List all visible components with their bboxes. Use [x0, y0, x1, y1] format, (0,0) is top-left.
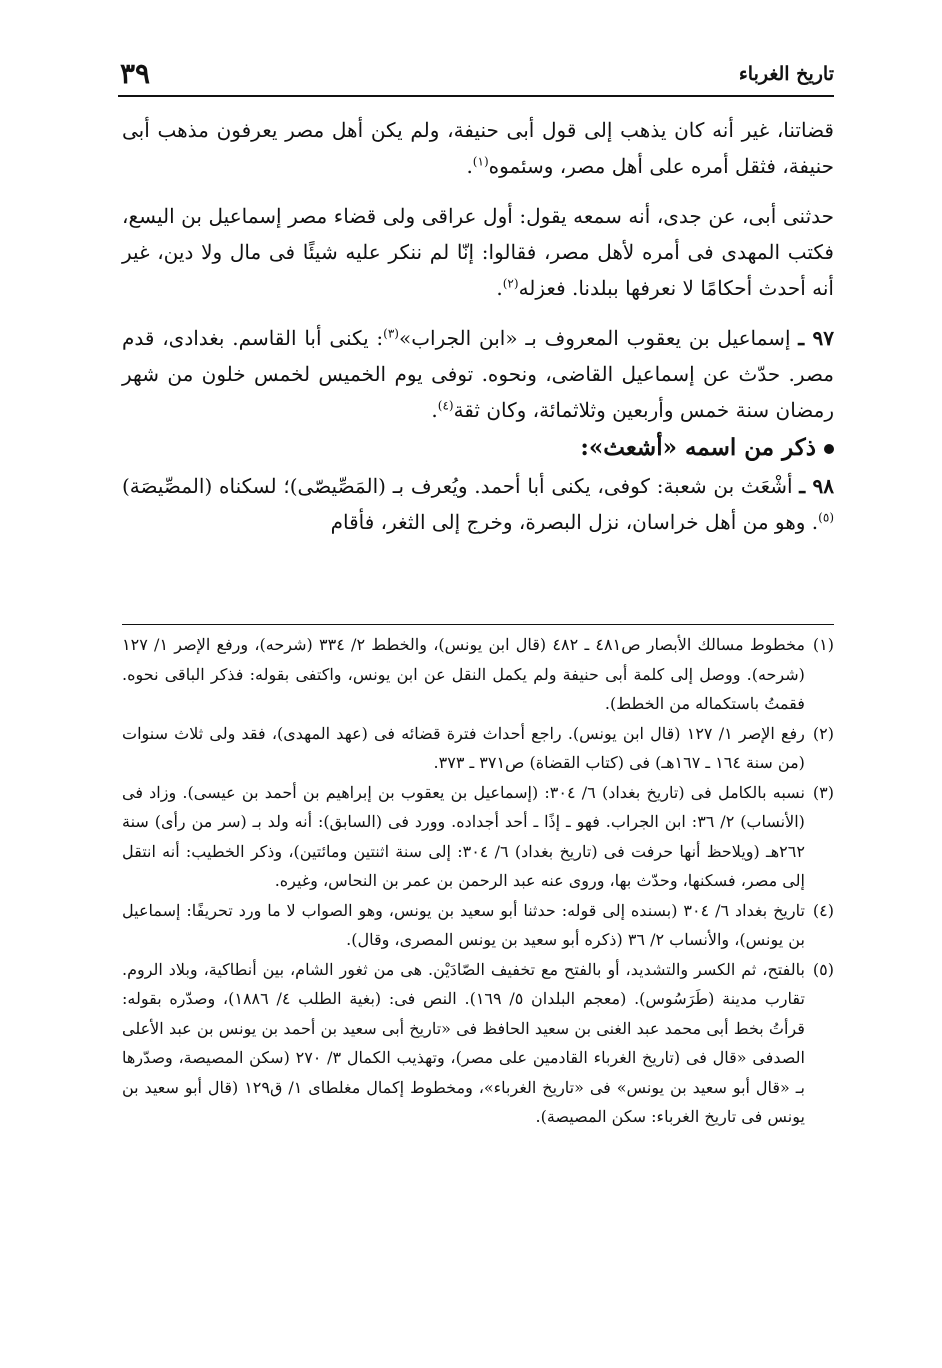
running-title: تاريخ الغرباء — [738, 63, 834, 85]
entry-number-97: ٩٧ ـ — [798, 326, 835, 350]
entry-number-98: ٩٨ ـ — [799, 474, 835, 498]
footnote-text: رفع الإصر ١/ ١٢٧ (قال ابن يونس). راجع أحداث فترة قضائه فى (عهد المهدى)، فقد ولى ثلاث سنوات (من سنة ١٦٤ ـ ١٦٧هـ) فى (كتاب القضاة) ص٣٧١ ـ ٣٧٣. — [122, 723, 805, 772]
footnote-number: (٤) — [812, 900, 834, 920]
footnote-ref-2: (٢) — [502, 276, 519, 291]
footnote-number: (٢) — [812, 723, 834, 743]
footnote-5 — [122, 955, 834, 1132]
paragraph-1: قضاتنا، غير أنه كان يذهب إلى قول أبى حنيفة، ولم يكن أهل مصر يعرفون مذهب أبى حنيفة، فثقل أمره على أهل مصر، وسئموه$^{(١)}$. — [122, 118, 834, 178]
footnote-text: مخطوط مسالك الأبصار ص٤٨١ ـ ٤٨٢ (قال ابن يونس)، والخطط ٢/ ٣٣٤ (شرحه)، ورفع الإصر ١/ ١٢٧ (شرحه). ووصل إلى كلمة أبى حنيفة ولم يكمل النقل عن ابن يونس، واكتفى بقوله: فذكر الباقى نحوه. فقمتُ باستكماله من الخطط). — [122, 635, 805, 713]
footnote-text: بالفتح، ثم الكسر والتشديد، أو بالفتح مع تخفيف الصّادَيْن. هى من ثغور الشام، بين أنطاكية، وبلاد الروم. تقارب مدينة (طَرَسُوس). (معجم البلدان ٥/ ١٦٩). النص فى: (بغية الطلب ٤/ ١٨٨٦)، وصدّره بقوله: قرأتُ بخط أبى محمد عبد الغنى بن سعيد الحافظ فى «تاريخ أبى سعيد بن أحمد بن يونس بن عبد الأعلى الصدفى «قال فى (تاريخ الغرباء القادمين على مصر)، وتهذيب الكمال ٣/ ٢٧٠ (سكن المصيصة، وصدّرها بـ «قال أبو سعيد بن يونس» فى «تاريخ الغرباء»، ومخطوط إكمال مغلطاى ١/ ق١٢٩ (قال أبو سعيد بن يونس فى تاريخ الغرباء: سكن المصيصة). — [122, 959, 805, 1126]
footnote-number: (٣) — [812, 782, 834, 802]
footnote-divider — [122, 624, 834, 625]
footnote-number: (٥) — [812, 959, 834, 979]
footnote-1 — [122, 630, 834, 719]
entry-97: ٩٧ ـ إسماعيل بن يعقوب المعروف بـ «ابن الجراب»$^{(٣)}$: يكنى أبا القاسم. بغدادى، قدم مصر. حدّث عن إسماعيل القاضى، ونحوه. توفى يوم الخميس لخمس خلون من شهر رمضان سنة خمس وأربعين وثلاثمائة، وكان ثقة$^{(٤)}$. — [122, 326, 835, 422]
footnote-ref-5: (٥) — [818, 510, 834, 525]
footnote-number: (١) — [812, 635, 834, 654]
entry-98: ٩٨ ـ أشْعَث بن شعبة: كوفى، يكنى أبا أحمد. ويُعرف بـ (المَصِّيصّى)؛ لسكناه (المصِّيصَة)$^{(٥)}$. وهو من أهل خراسان، نزل البصرة، وخرج إلى الثغر، فأقام — [122, 474, 835, 534]
page-header — [118, 55, 834, 97]
footnote-ref-4: (٤) — [437, 398, 454, 413]
footnotes — [122, 630, 834, 1132]
page-number: ٣٩ — [120, 57, 151, 90]
bullet-icon — [824, 444, 834, 454]
footnote-text: نسبه بالكامل فى (تاريخ بغداد) ٦/ ٣٠٤: (إسماعيل بن يعقوب بن إبراهيم بن أحمد بن عيسى). وزاد فى (الأنساب) ٢/ ٣٦: ابن الجراب. فهو ـ إذًا ـ أحد أجداده. وورد فى (السابق): أنه ولد بـ (سر من رأى) سنة ٢٦٢هـ (ويلاحظ أنها حرفت فى (تاريخ بغداد) ٦/ ٣٠٤: إلى سنة اثنتين ومائتين)، وذكر الخطيب: أنه انتقل إلى مصر، فسكنها، وحدّث بها، وروى عنه عبد الرحمن بن عمر بن النحاس، وغيره. — [122, 782, 805, 890]
main-text — [122, 112, 834, 540]
paragraph-2: حدثنى أبى، عن جدى، أنه سمعه يقول: أول عراقى ولى قضاء مصر إسماعيل بن اليسع، فكتب المهدى فى أمره لأهل مصر، فقالوا: إنّا لم ننكر عليه شيئًا فى مال ولا دين، غير أنه أحدث أحكامًا لا نعرفها ببلدنا. فعزله$^{(٢)}$. — [122, 204, 834, 300]
footnote-4 — [122, 896, 834, 955]
footnote-ref-3: (٣) — [383, 326, 399, 341]
footnote-text: تاريخ بغداد ٦/ ٣٠٤ (بسنده إلى قوله: حدثنا أبو سعيد بن يونس، وهو الصواب لا ما ورد تحريفًا: إسماعيل بن يونس)، والأنساب ٢/ ٣٦ (ذكره أبو سعيد بن يونس المصرى، وقال). — [122, 900, 805, 949]
footnote-2 — [122, 719, 834, 778]
footnote-ref-1: (١) — [472, 154, 489, 169]
footnote-3 — [122, 778, 834, 896]
section-heading: ذكر من اسمه «أشعث»: — [122, 428, 834, 468]
